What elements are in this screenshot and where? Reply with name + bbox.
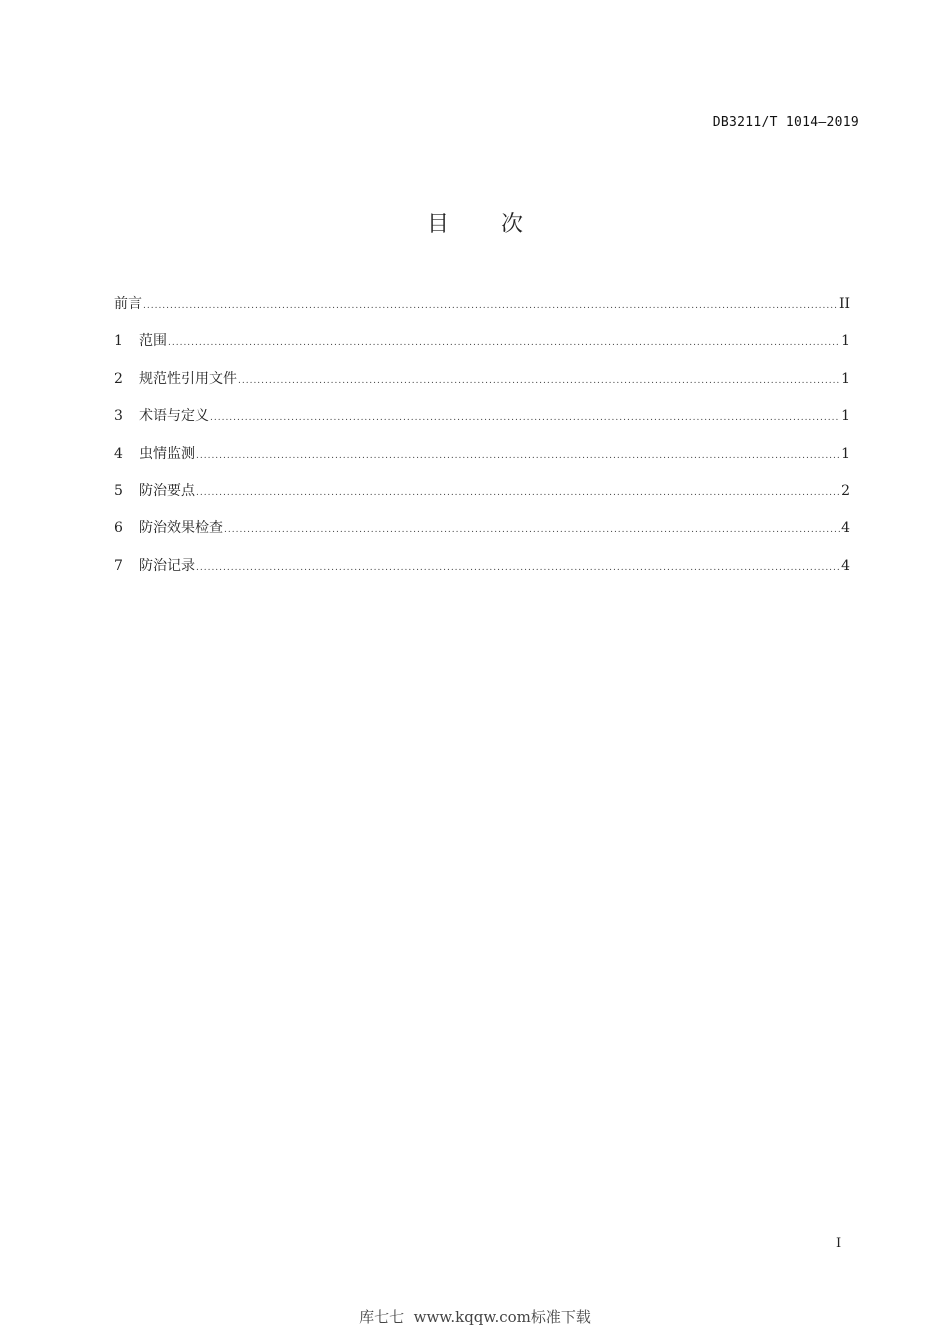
toc-entry-label: 术语与定义 [139,408,209,425]
toc-entry-page: 1 [841,408,850,425]
toc-entry-label: 防治记录 [139,557,195,574]
toc-entry-label: 防治效果检查 [139,520,223,537]
toc-entry-label: 前言 [114,296,142,312]
toc-entry-6[interactable] [114,517,850,554]
page-number: I [836,1236,842,1251]
toc-entry-label: 防治要点 [139,482,195,499]
document-code: DB3211/T 1014—2019 [712,115,859,130]
source-watermark: 库七七 www.kqqw.com标准下载 [359,1308,591,1326]
toc-entry-number: 4 [114,445,123,462]
toc-title [0,207,950,238]
toc-entry-page: II [838,296,850,312]
toc-entry-page: 4 [841,520,850,537]
toc-entry-number: 3 [114,408,123,425]
toc-entry-label: 虫情监测 [139,445,195,462]
toc-leader-dots [168,338,840,348]
toc-leader-dots [224,525,840,535]
toc-entry-1[interactable] [114,330,850,367]
toc-leader-dots [196,488,840,498]
toc-entry-number: 7 [114,557,123,574]
toc-entry-2[interactable] [114,368,850,405]
table-of-contents [114,293,850,592]
toc-leader-dots [143,301,838,311]
toc-entry-page: 1 [841,333,850,350]
toc-entry-number: 6 [114,520,123,537]
toc-title-char: 次 [501,212,524,237]
toc-entry-page: 1 [841,370,850,387]
toc-entry-number: 5 [114,482,123,499]
toc-entry-foreword[interactable] [114,293,850,330]
toc-entry-3[interactable] [114,405,850,442]
toc-leader-dots [210,413,840,423]
toc-entry-label: 范围 [139,333,167,350]
toc-entry-page: 2 [841,482,850,499]
toc-entry-page: 4 [841,557,850,574]
toc-leader-dots [238,376,840,386]
toc-title-char: 目 [426,212,449,237]
toc-entry-5[interactable] [114,480,850,517]
toc-entry-page: 1 [841,445,850,462]
toc-entry-label: 规范性引用文件 [139,370,237,387]
toc-leader-dots [196,451,840,461]
toc-entry-4[interactable] [114,443,850,480]
toc-leader-dots [196,563,840,573]
toc-entry-7[interactable] [114,555,850,592]
toc-entry-number: 1 [114,333,123,350]
toc-entry-number: 2 [114,370,123,387]
